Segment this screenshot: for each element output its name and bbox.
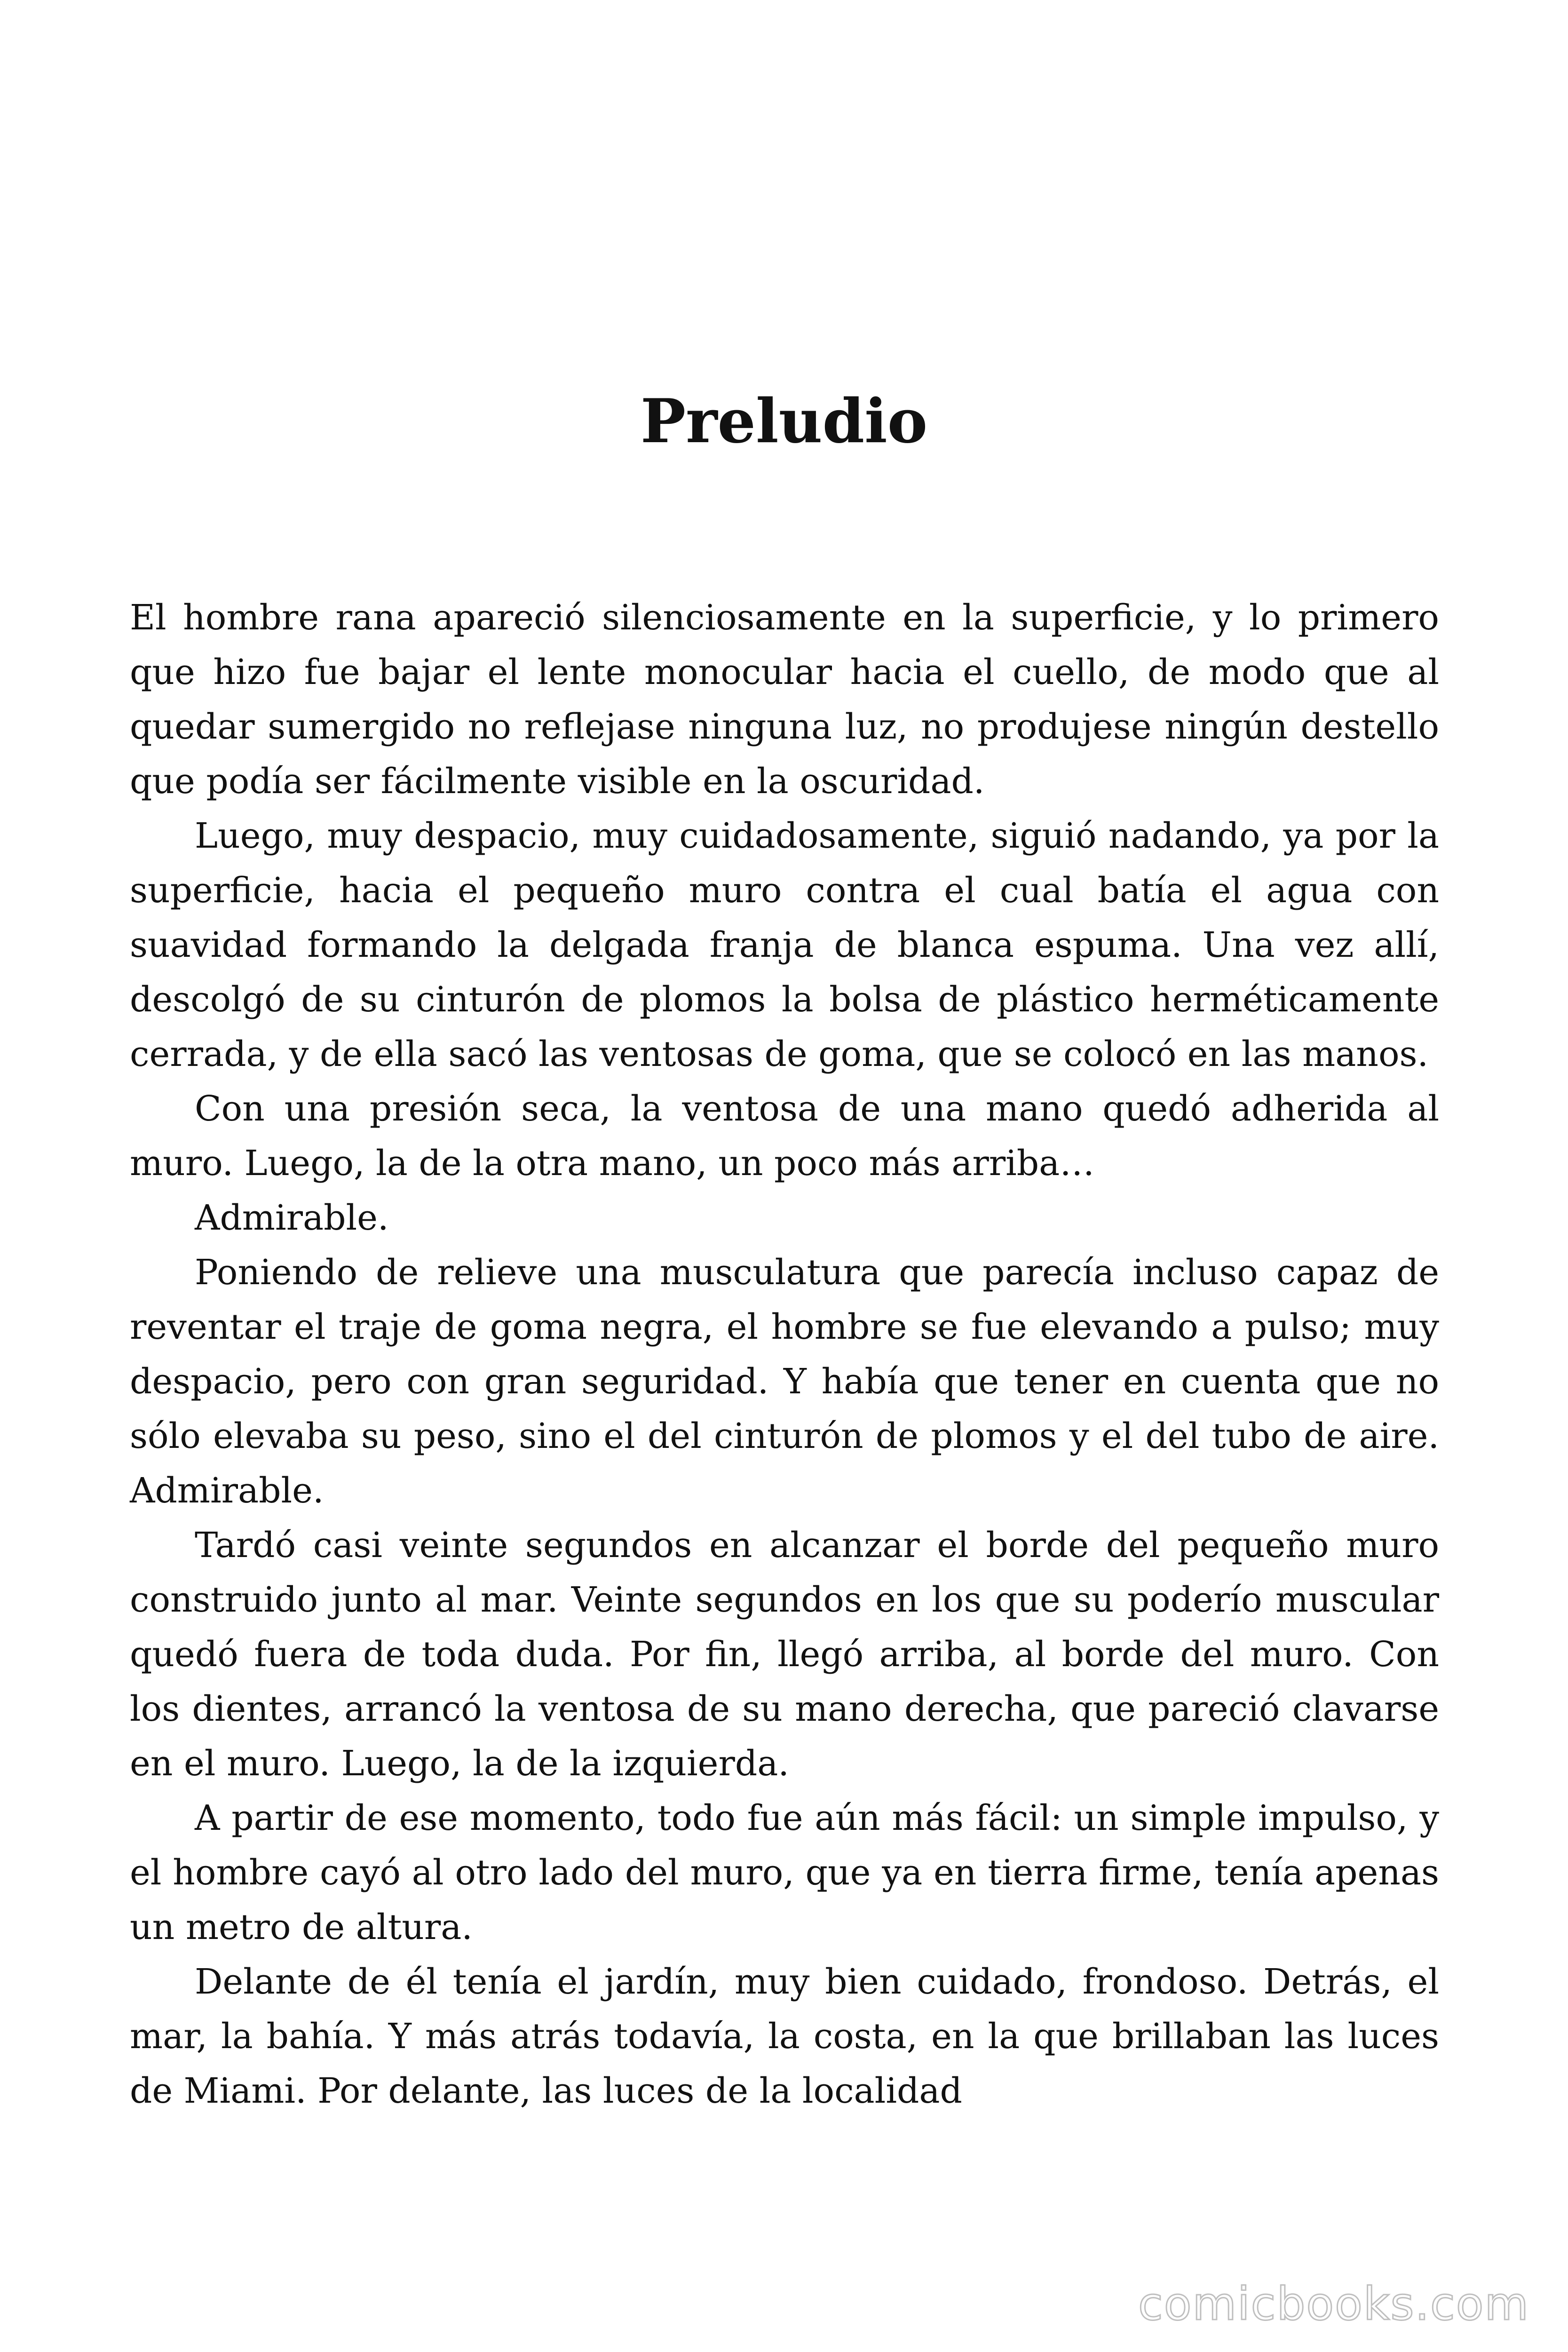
chapter-body bbox=[130, 590, 1439, 2118]
paragraph: El hombre rana apareció silenciosamente en la superficie, y lo primero que hizo fue bajar el lente monocular hacia el cuello, de modo que al quedar sumergido no reflejase ninguna luz, no produjese ningún destello que podía ser fácilmente visible en la oscuridad. bbox=[130, 597, 1439, 802]
paragraph: Delante de él tenía el jardín, muy bien cuidado, frondoso. Detrás, el mar, la bahía. Y más atrás todavía, la costa, en la que brillaban las luces de Miami. Por delante, las luces de la localidad bbox=[130, 1962, 1439, 2111]
site-watermark: comicbooks.com bbox=[1138, 2278, 1529, 2330]
chapter-title: Preludio bbox=[640, 386, 928, 457]
paragraph: Con una presión seca, la ventosa de una mano quedó adherida al muro. Luego, la de la otra mano, un poco más arriba… bbox=[130, 1089, 1439, 1184]
paragraph: Admirable. bbox=[195, 1198, 389, 1238]
paragraph: A partir de ese momento, todo fue aún más fácil: un simple impulso, y el hombre cayó al otro lado del muro, que ya en tierra firme, tenía apenas un metro de altura. bbox=[130, 1798, 1439, 1947]
paragraph: Poniendo de relieve una musculatura que parecía incluso capaz de reventar el traje de goma negra, el hombre se fue elevando a pulso; muy despacio, pero con gran seguridad. Y había que tener en cuenta que no sólo elevaba su peso, sino el del cinturón de plomos y el del tubo de aire. Admirable. bbox=[130, 1252, 1439, 1511]
paragraph: Luego, muy despacio, muy cuidadosamente, siguió nadando, ya por la superficie, hacia el pequeño muro contra el cual batía el agua con suavidad formando la delgada franja de blanca espuma. Una vez allí, descolgó de su cinturón de plomos la bolsa de plástico herméticamente cerrada, y de ella sacó las ventosas de goma, que se colocó en las manos. bbox=[130, 816, 1439, 1074]
paragraph: Tardó casi veinte segundos en alcanzar el borde del pequeño muro construido junto al mar. Veinte segundos en los que su poderío muscular quedó fuera de toda duda. Por fin, llegó arriba, al borde del muro. Con los dientes, arrancó la ventosa de su mano derecha, que pareció clavarse en el muro. Luego, la de la izquierda. bbox=[130, 1525, 1439, 1784]
